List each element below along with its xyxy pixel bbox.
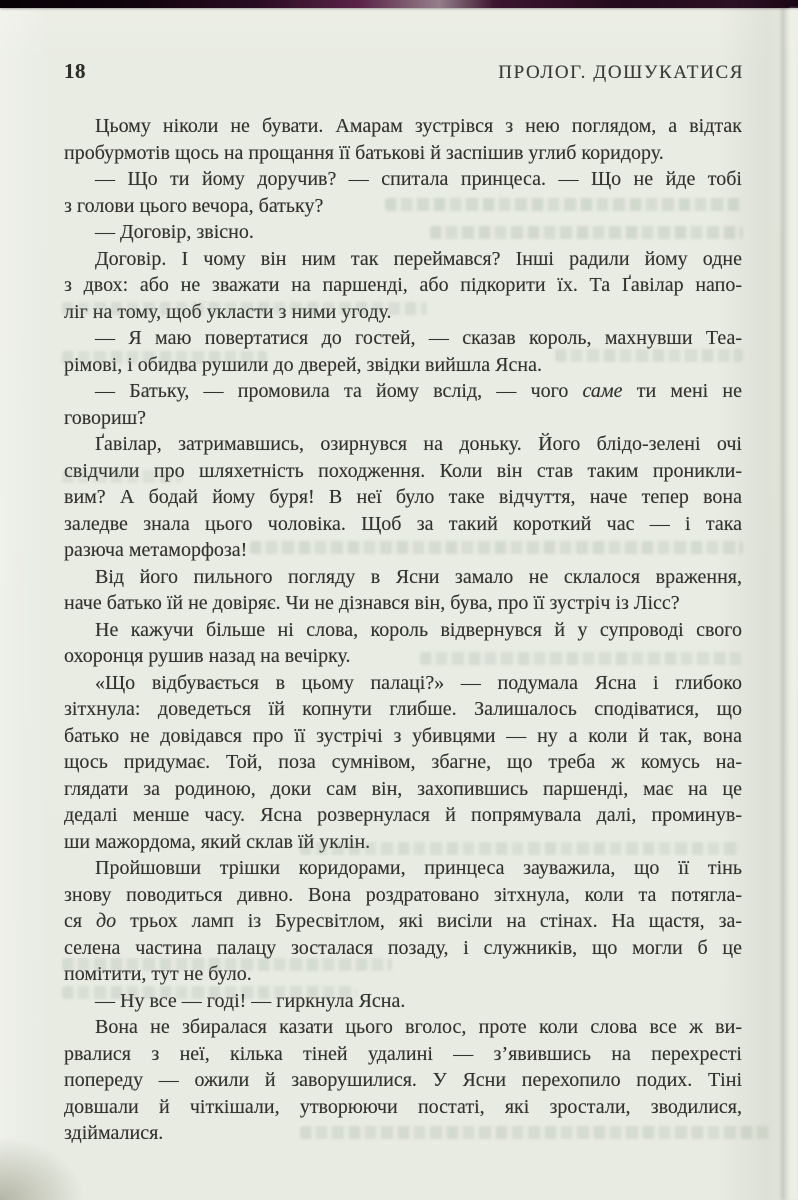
text-line: глядати за родиною, доки сам він, захопившись паршенді, має на це — [64, 777, 742, 800]
chapter-title: ПРОЛОГ. ДОШУКАТИСЯ — [498, 62, 744, 83]
page-top-edge-shadow — [0, 0, 798, 8]
text-line: — Договір, звісно. — [95, 221, 254, 243]
text-line: свідчили про шляхетність походження. Коли він став таким проникли- — [64, 459, 742, 482]
text-line: попереду — ожили й заворушилися. У Ясни перехопило подих. Тіні — [64, 1069, 742, 1091]
bleedthrough-line — [430, 226, 743, 239]
text-line: помітити, тут не було. — [64, 963, 252, 985]
text-line: заледве знала цього чоловіка. Щоб за такий короткий час — і така — [64, 512, 742, 535]
text-line: наче батько їй не довіряє. Чи не дізнався він, бува, про її зустріч із Лісс? — [64, 592, 680, 614]
text-line: разюча метаморфоза! — [64, 539, 248, 561]
text-line: — Я маю повертатися до гостей, — сказав король, махнувши Теа- — [95, 327, 742, 349]
bleedthrough-line — [420, 652, 743, 665]
page-right-crease — [781, 8, 785, 1200]
text-line: Вона не збиралася казати цього вголос, проте коли слова все ж ви- — [95, 1016, 742, 1038]
text-line: «Що відбувається в цьому палаці?» — подумала Ясна і глибоко — [95, 671, 742, 694]
bleedthrough-line — [300, 1126, 770, 1139]
text-line: з голови цього вечора, батьку? — [64, 194, 324, 217]
text-line: — Батьку, — промовила та йому вслід, — чого саме ти мені не — [95, 380, 742, 402]
bleedthrough-line — [555, 349, 743, 362]
text-line: дедалі менше часу. Ясна розвернулася й попрямувала далі, проминув- — [64, 804, 742, 826]
text-line: довшали й чіткішали, утворюючи постаті, які зростали, зводилися, — [64, 1095, 742, 1118]
text-line: Цьому ніколи не бувати. Амарам зустрівся з нею поглядом, а відтак — [95, 115, 742, 137]
text-line: охоронця рушив назад на вечірку. — [64, 645, 351, 667]
page-number: 18 — [64, 59, 86, 83]
bleedthrough-line — [62, 986, 357, 999]
text-line: Договір. І чому він ним так переймався? Інші радили йому одне — [95, 247, 742, 270]
text-line: батько не довідався про її зустрічі з убивцями — ну а коли й так, вона — [64, 724, 742, 747]
text-line: Не кажучи більше ні слова, король відвернувся й у супроводі свого — [95, 618, 742, 641]
text-line: — Ну все — годі! — гиркнула Ясна. — [95, 989, 406, 1012]
text-line: Від його пильного погляду в Ясни замало не склалося враження, — [95, 565, 742, 588]
text-line: ши мажордома, який склав їй уклін. — [64, 830, 371, 853]
text-line: говориш? — [64, 406, 146, 429]
text-line: щось придумає. Той, поза сумнівом, збагне, що треба ж комусь на- — [64, 751, 742, 773]
text-line: — Що ти йому доручив? — спитала принцеса. — Що не йде тобі — [95, 168, 742, 190]
text-line: пробурмотів щось на прощання її батькові й заспішив углиб коридору. — [64, 141, 664, 164]
bleedthrough-line — [385, 198, 743, 211]
text-line: здіймалися. — [64, 1122, 164, 1144]
text-line: вим? А бодай йому буря! В неї було таке відчуття, наче тепер вона — [64, 486, 742, 508]
page-right-edge-highlight — [789, 8, 798, 1200]
bleedthrough-line — [62, 470, 182, 483]
text-line: ся до трьох ламп із Буресвітлом, які висіли на стінах. На щастя, за- — [64, 910, 742, 932]
text-line: знову поводиться дивно. Вона роздратовано зітхнула, коли та потягла- — [64, 883, 742, 906]
text-line: ліг на тому, щоб укласти з ними угоду. — [64, 300, 392, 323]
text-line: з двох: або не зважати на паршенді, або підкорити їх. Та Ґавілар напо- — [64, 274, 742, 296]
bleedthrough-line — [62, 958, 392, 971]
running-header — [64, 59, 744, 84]
text-line: рімові, і обидва рушили до дверей, звідки вийшла Ясна. — [64, 353, 542, 376]
bleedthrough-line — [62, 351, 267, 364]
text-line: Пройшовши трішки коридорами, принцеса зауважила, що її тінь — [95, 857, 742, 879]
text-line: селена частина палацу зосталася позаду, і служників, що могли б це — [64, 936, 742, 959]
text-line: зітхнула: доведеться їй копнути глибше. Залишалось сподіватися, що — [64, 698, 742, 720]
text-line: Ґавілар, затримавшись, озирнувся на доньку. Його блідо-зелені очі — [95, 433, 742, 455]
bleedthrough-line — [250, 541, 743, 554]
bleedthrough-line — [62, 302, 427, 315]
text-line: рвалися з неї, кілька тіней удалині — з’явившись на перехресті — [64, 1042, 742, 1065]
bleedthrough-line — [300, 842, 740, 855]
